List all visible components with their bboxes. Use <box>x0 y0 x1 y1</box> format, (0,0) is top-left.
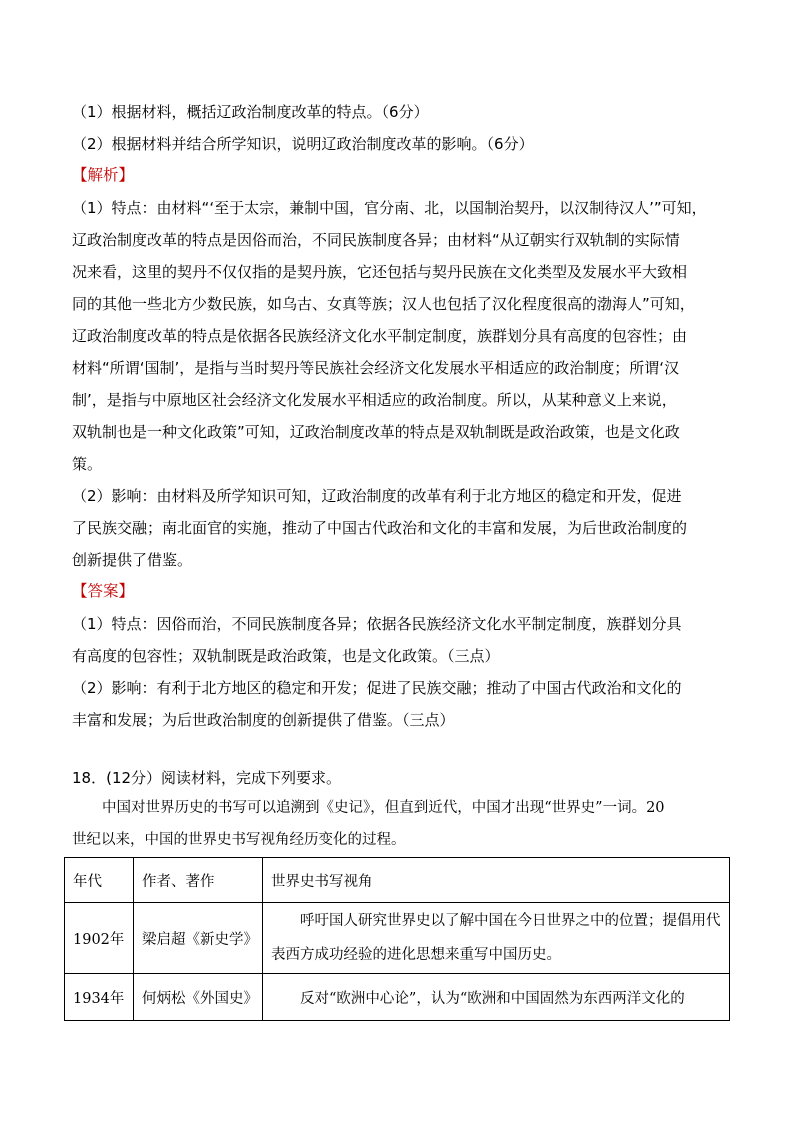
analysis-line: 双轨制也是一种文化政策”可知，辽政治制度改革的特点是双轨制既是政治政策，也是文化政 <box>72 423 680 441</box>
material-intro: 世纪以来，中国的世界史书写视角经历变化的过程。 <box>72 832 406 848</box>
table-header-row <box>65 858 730 903</box>
analysis-line: 辽政治制度改革的特点是因俗而治，不同民族制度各异；由材料“从辽朝实行双轨制的实际情 <box>72 231 680 249</box>
analysis-line: 材料“所谓‘国制’，是指与当时契丹等民族社会经济文化发展水平相适应的政治制度；所谓‘汉 <box>72 359 680 377</box>
history-perspective-table <box>64 857 730 1021</box>
table-row <box>65 974 730 1021</box>
analysis-line: 制’，是指与中原地区社会经济文化发展水平相适应的政治制度。所以，从某种意义上来说， <box>72 391 677 409</box>
cell-perspective: 呼吁国人研究世界史以了解中国在今日世界之中的位置；提倡用代表西方成功经验的进化思想来重写中国历史。 <box>263 903 730 974</box>
analysis-line: （2）影响：由材料及所学知识可知，辽政治制度的改革有利于北方地区的稳定和开发，促进 <box>72 487 682 505</box>
cell-work: 何炳松《外国史》 <box>134 974 263 1021</box>
analysis-line: 策。 <box>72 455 103 473</box>
cell-year: 1902年 <box>65 903 134 974</box>
analysis-line: （1）特点：由材料“‘至于太宗，兼制中国，官分南、北，以国制治契丹，以汉制待汉人’”可知， <box>72 199 707 217</box>
answer-tag: 【答案】 <box>72 582 135 600</box>
analysis-line: 辽政治制度改革的特点是依据各民族经济文化水平制定制度，族群划分具有高度的包容性；由 <box>72 327 688 345</box>
table-row <box>65 903 730 974</box>
analysis-line: 创新提供了借鉴。 <box>72 551 193 569</box>
cell-perspective: 反对“欧洲中心论”，认为“欧洲和中国固然为东西两洋文化的 <box>263 974 730 1021</box>
header-cell-author-work: 作者、著作 <box>134 858 263 903</box>
answer-line: （1）特点：因俗而治，不同民族制度各异；依据各民族经济文化水平制定制度，族群划分具 <box>72 615 682 633</box>
material-intro: 中国对世界历史的书写可以追溯到《史记》，但直到近代，中国才出现“世界史”一词。20 <box>102 800 665 816</box>
question-1: （1）根据材料，概括辽政治制度改革的特点。（6分） <box>72 103 429 121</box>
question-18-heading: 18．(12分）阅读材料，完成下列要求。 <box>72 769 342 787</box>
cell-work: 梁启超《新史学》 <box>134 903 263 974</box>
cell-year: 1934年 <box>65 974 134 1021</box>
answer-line: （2）影响：有利于北方地区的稳定和开发；促进了民族交融；推动了中国古代政治和文化的 <box>72 679 682 697</box>
answer-line: 丰富和发展；为后世政治制度的创新提供了借鉴。（三点） <box>72 711 455 729</box>
analysis-tag: 【解析】 <box>72 166 135 184</box>
answer-line: 有高度的包容性；双轨制既是政治政策，也是文化政策。（三点） <box>72 647 500 665</box>
analysis-line: 同的其他一些北方少数民族，如乌古、女真等族；汉人也包括了汉化程度很高的渤海人”可知， <box>72 295 695 313</box>
header-cell-era: 年代 <box>65 858 134 903</box>
analysis-line: 况来看，这里的契丹不仅仅指的是契丹族，它还包括与契丹民族在文化类型及发展水平大致相 <box>72 263 688 281</box>
question-2: （2）根据材料并结合所学知识，说明辽政治制度改革的影响。（6分） <box>72 135 534 153</box>
header-cell-perspective: 世界史书写视角 <box>263 858 730 903</box>
analysis-line: 了民族交融；南北面官的实施，推动了中国古代政治和文化的丰富和发展，为后世政治制度的 <box>72 519 688 537</box>
